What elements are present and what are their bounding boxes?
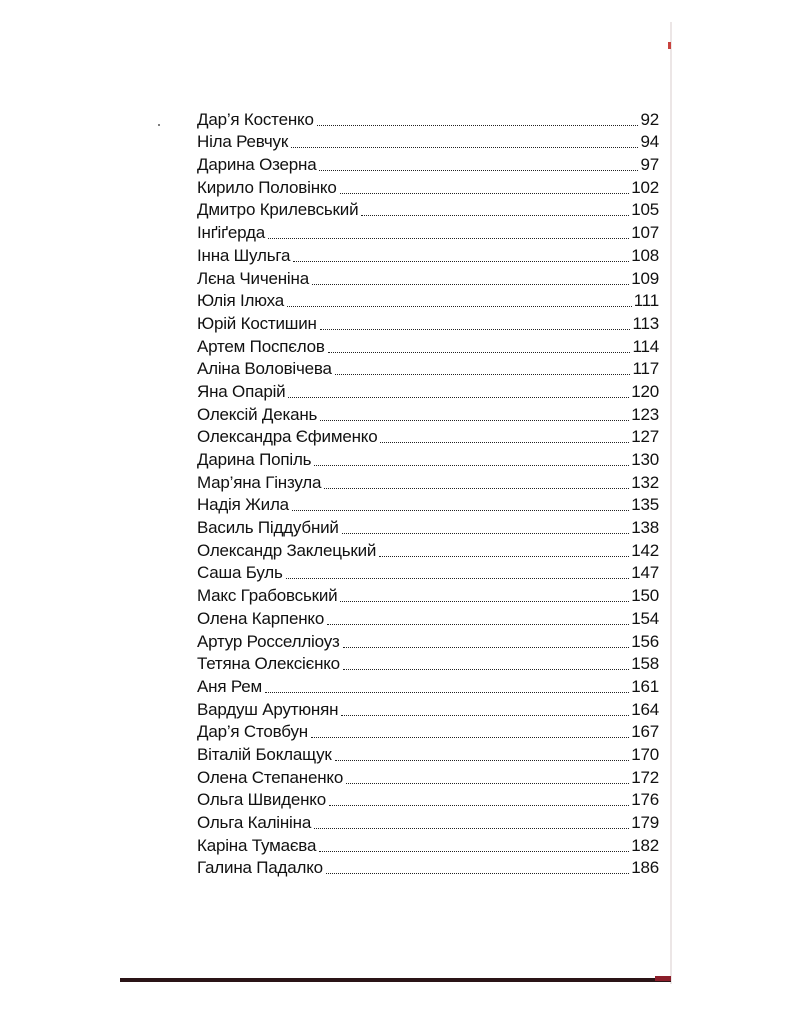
toc-entry: [197, 833, 659, 856]
toc-entry-page-number: 114: [632, 336, 659, 356]
toc-entry: [197, 130, 659, 153]
toc-entry: [197, 152, 659, 175]
toc-entry: [197, 266, 659, 289]
toc-entry-name: Інґіґерда: [197, 223, 265, 243]
toc-entry: [197, 243, 659, 266]
toc-entry: [197, 493, 659, 516]
toc-entry-page-number: 102: [631, 177, 659, 197]
toc-entry: [197, 515, 659, 538]
toc-entry-page-number: 92: [640, 109, 659, 129]
toc-entry-page-number: 164: [631, 699, 659, 719]
toc-entry-page-number: 107: [631, 223, 659, 243]
toc-entry: [197, 720, 659, 743]
toc-entry-page-number: 138: [631, 518, 659, 538]
toc-entry-name: Тетяна Олексієнко: [197, 654, 340, 674]
toc-entry-name: Інна Шульга: [197, 245, 291, 265]
toc-entry-name: Яна Опарій: [197, 381, 286, 401]
toc-entry-name: Олександр Заклецький: [197, 540, 377, 560]
toc-entry-name: Віталій Боклащук: [197, 744, 332, 764]
toc-dot-leader: [379, 556, 629, 557]
toc-entry-name: Дар’я Стовбун: [197, 722, 308, 742]
toc-entry-page-number: 147: [631, 563, 659, 583]
toc-entry: [197, 788, 659, 811]
toc-entry: [197, 379, 659, 402]
toc-entry-page-number: 161: [631, 676, 659, 696]
toc-dot-leader: [342, 533, 630, 534]
toc-entry: [197, 470, 659, 493]
toc-entry-name: Ольга Калініна: [197, 813, 312, 832]
toc-entry-name: Аліна Воловічева: [197, 359, 332, 379]
toc-entry-name: Кирило Половінко: [197, 177, 337, 197]
toc-entry-name: Галина Падалко: [197, 858, 323, 878]
toc-entry-page-number: 176: [631, 790, 659, 810]
toc-entry-name: Макс Грабовський: [197, 586, 338, 606]
toc-entry-page-number: 117: [632, 359, 659, 379]
toc-entry-name: Олексій Декань: [197, 404, 318, 424]
toc-dot-leader: [343, 669, 629, 670]
toc-entry: [197, 742, 659, 765]
toc-dot-leader: [343, 647, 630, 648]
toc-dot-leader: [329, 805, 629, 806]
toc-entry: [197, 334, 659, 357]
toc-entry: [197, 856, 659, 879]
toc-dot-leader: [335, 374, 631, 375]
toc-entry: [197, 198, 659, 221]
toc-entry-name: Каріна Тумаєва: [197, 835, 317, 855]
toc-dot-leader: [286, 578, 630, 579]
toc-entry-page-number: 113: [632, 313, 659, 333]
toc-dot-leader: [335, 760, 630, 761]
toc-entry-name: Саша Буль: [197, 563, 283, 583]
toc-dot-leader: [288, 397, 629, 398]
toc-entry-name: Олександра Єфименко: [197, 427, 378, 447]
toc-entry-name: Аня Рем: [197, 676, 262, 696]
toc-entry: [197, 107, 659, 130]
toc-entry-page-number: 170: [631, 744, 659, 764]
toc-entry-page-number: 94: [640, 132, 659, 152]
toc-dot-leader: [319, 851, 629, 852]
toc-dot-leader: [324, 488, 629, 489]
toc-entry: [197, 402, 659, 425]
toc-entry-page-number: 167: [631, 722, 659, 742]
toc-entry: [197, 629, 659, 652]
toc-entry: [197, 289, 659, 312]
toc-entry-page-number: 179: [631, 813, 659, 832]
toc-entry-page-number: 132: [631, 472, 659, 492]
toc-entry-page-number: 150: [631, 586, 659, 606]
page-bottom-edge: [120, 978, 671, 982]
toc-entry: [197, 311, 659, 334]
toc-entry-page-number: 156: [631, 631, 659, 651]
toc-dot-leader: [341, 715, 629, 716]
toc-dot-leader: [293, 261, 629, 262]
toc-dot-leader: [312, 284, 629, 285]
toc-dot-leader: [292, 510, 629, 511]
toc-entry: [197, 765, 659, 788]
toc-entry-name: Дарина Озерна: [197, 155, 317, 175]
toc-entry-name: Дмитро Крилевський: [197, 200, 359, 220]
toc-dot-leader: [320, 329, 631, 330]
toc-dot-leader: [311, 737, 629, 738]
toc-entry-page-number: 109: [631, 268, 659, 288]
toc-entry-name: Олена Карпенко: [197, 608, 325, 628]
toc-dot-leader: [346, 783, 629, 784]
toc-entry-page-number: 111: [633, 291, 659, 311]
toc-entry-name: Артем Поспєлов: [197, 336, 325, 356]
toc-entry-name: Артур Росселліоуз: [197, 631, 340, 651]
toc-dot-leader: [319, 170, 638, 171]
table-of-contents: [197, 107, 659, 878]
toc-dot-leader: [380, 442, 629, 443]
page-edge-mark: [668, 42, 671, 49]
toc-dot-leader: [291, 147, 638, 148]
toc-entry: [197, 606, 659, 629]
toc-entry-page-number: 186: [631, 858, 659, 878]
toc-entry-name: Ніла Ревчук: [197, 132, 289, 152]
toc-entry-page-number: 120: [631, 381, 659, 401]
toc-entry-page-number: 108: [631, 245, 659, 265]
toc-dot-leader: [340, 193, 630, 194]
toc-entry-page-number: 97: [640, 155, 659, 175]
toc-entry-page-number: 135: [631, 495, 659, 515]
toc-entry-name: Вардуш Арутюнян: [197, 699, 339, 719]
toc-dot-leader: [265, 692, 629, 693]
toc-dot-leader: [361, 215, 629, 216]
toc-entry-page-number: 105: [631, 200, 659, 220]
toc-entry-name: Дарина Попіль: [197, 450, 312, 469]
toc-entry: [197, 674, 659, 697]
toc-entry-page-number: 172: [631, 767, 659, 787]
toc-entry-name: Надія Жила: [197, 495, 289, 515]
toc-entry: [197, 447, 659, 470]
toc-entry: [197, 220, 659, 243]
toc-entry: [197, 425, 659, 448]
toc-entry-page-number: 158: [631, 654, 659, 674]
toc-entry-page-number: 130: [631, 450, 659, 469]
toc-entry: [197, 357, 659, 380]
toc-entry-page-number: 142: [631, 540, 659, 560]
toc-dot-leader: [320, 420, 629, 421]
toc-entry: [197, 583, 659, 606]
toc-dot-leader: [317, 125, 639, 126]
toc-dot-leader: [287, 306, 632, 307]
toc-dot-leader: [314, 828, 629, 829]
toc-entry: [197, 175, 659, 198]
toc-dot-leader: [314, 465, 629, 466]
toc-entry-name: Олена Степаненко: [197, 767, 344, 787]
toc-entry-name: Ольга Швиденко: [197, 790, 326, 810]
toc-entry: [197, 652, 659, 675]
toc-entry-name: Василь Піддубний: [197, 518, 339, 538]
toc-entry-name: Лєна Чиченіна: [197, 268, 309, 288]
toc-entry: [197, 538, 659, 561]
toc-dot-leader: [268, 238, 629, 239]
toc-dot-leader: [340, 601, 629, 602]
toc-entry-page-number: 154: [631, 608, 659, 628]
toc-entry-name: Мар’яна Гінзула: [197, 472, 322, 492]
toc-entry-name: Юрій Костишин: [197, 313, 317, 333]
toc-entry-name: Юлія Ілюха: [197, 291, 285, 311]
toc-entry-page-number: 127: [631, 427, 659, 447]
toc-dot-leader: [328, 352, 631, 353]
toc-dot-leader: [327, 624, 629, 625]
toc-entry: [197, 697, 659, 720]
page-bottom-edge-accent: [655, 976, 671, 981]
toc-dot-leader: [326, 873, 629, 874]
toc-entry-page-number: 123: [631, 404, 659, 424]
toc-entry: [197, 561, 659, 584]
toc-entry-page-number: 182: [631, 835, 659, 855]
toc-entry-name: Дар’я Костенко: [197, 109, 314, 129]
ink-speck: [158, 124, 160, 126]
toc-entry: [197, 810, 659, 833]
